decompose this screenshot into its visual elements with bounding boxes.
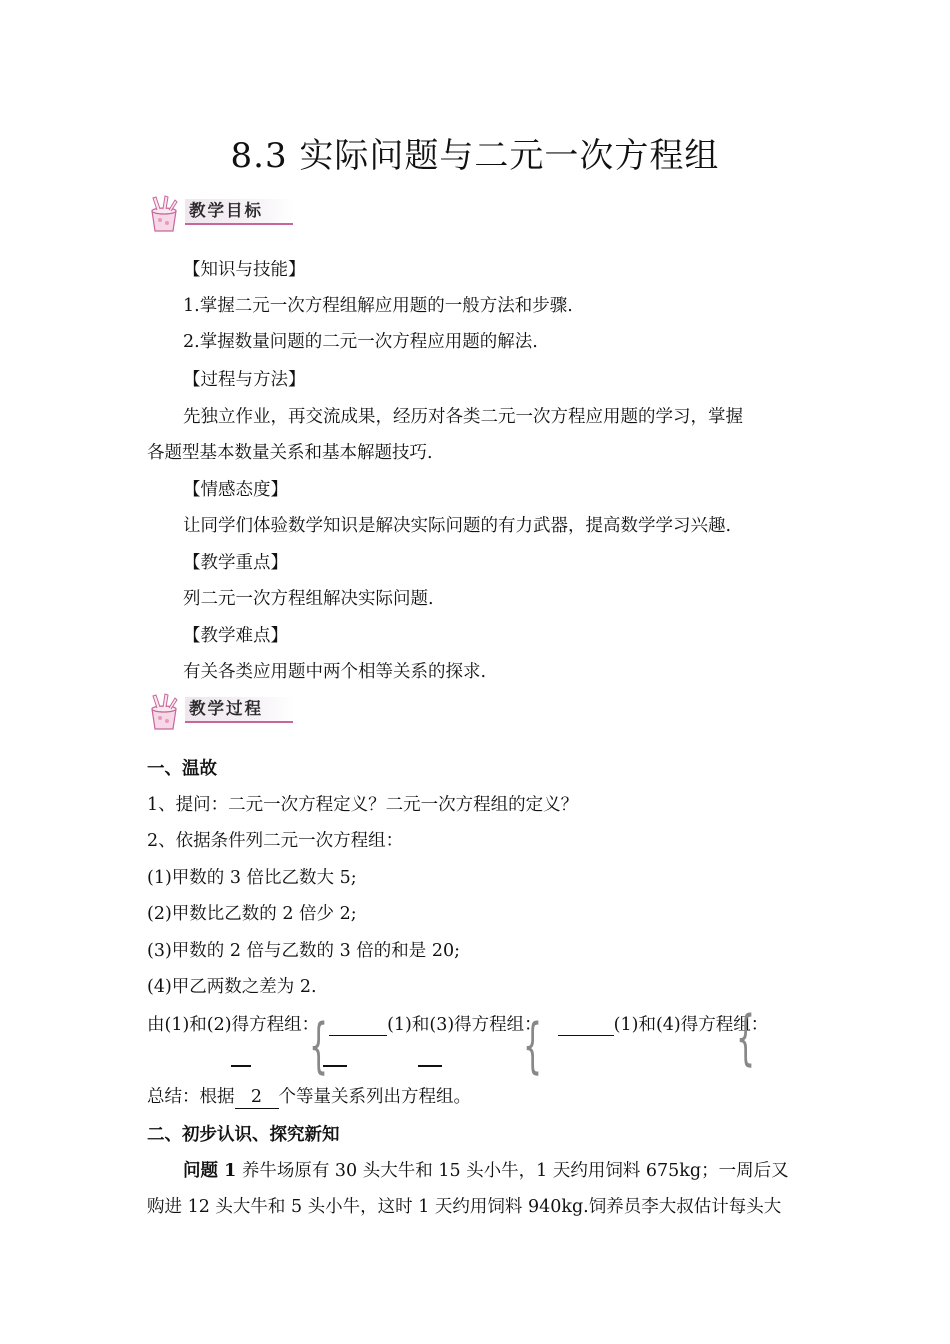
summary-line — [147, 1086, 471, 1109]
condition-3: (3)甲数的 2 倍与乙数的 3 倍的和是 20; — [147, 941, 461, 961]
badge-label: 教学目标 — [185, 199, 293, 225]
equation-combos-row — [147, 1014, 768, 1036]
knowledge-item-1: 1.掌握二元一次方程组解应用题的一般方法和步骤. — [183, 296, 573, 316]
heading-emotion: 【情感态度】 — [183, 480, 288, 500]
condition-2: (2)甲数比乙数的 2 倍少 2; — [147, 904, 357, 924]
process-method-line-2: 各题型基本数量关系和基本解题技巧. — [147, 443, 433, 463]
section-badge-process — [144, 691, 292, 731]
process-method-line-1: 先独立作业，再交流成果，经历对各类二元一次方程应用题的学习，掌握 — [183, 407, 743, 427]
left-brace-3: { — [736, 1003, 756, 1073]
pencil-cup-icon — [144, 195, 184, 233]
problem-1-label: 问题 1 — [183, 1161, 237, 1181]
problem-1-text-1: 养牛场原有 30 头大牛和 15 头小牛，1 天约用饲料 675kg；一周后又 — [241, 1161, 789, 1181]
problem-1-line-2: 购进 12 头大牛和 5 头小牛，这时 1 天约用饲料 940kg.饲养员李大叔估计每头大 — [147, 1197, 782, 1217]
blank-mark — [323, 1065, 347, 1067]
heading-key-point: 【教学重点】 — [183, 553, 288, 573]
section-badge-goals — [144, 193, 292, 233]
section-heading-explore: 二、初步认识、探究新知 — [147, 1125, 340, 1145]
combo-1-3-label: (1)和(3)得方程组： — [387, 1015, 542, 1035]
pencil-cup-icon — [144, 693, 184, 731]
heading-knowledge: 【知识与技能】 — [183, 260, 306, 280]
combo-1-2-label: 由(1)和(2)得方程组： — [147, 1015, 320, 1035]
blank-mark — [231, 1065, 251, 1067]
combo-1-4-label: (1)和(4)得方程组： — [613, 1015, 769, 1035]
question-1: 1、提问：二元一次方程定义？二元一次方程组的定义？ — [147, 795, 579, 815]
condition-1: (1)甲数的 3 倍比乙数大 5; — [147, 868, 357, 888]
left-brace-2: { — [523, 1011, 543, 1081]
blank-1-3[interactable] — [558, 1017, 614, 1036]
page-title: 8.3 实际问题与二元一次方程组 — [230, 136, 720, 176]
knowledge-item-2: 2.掌握数量问题的二元一次方程应用题的解法. — [183, 332, 538, 352]
difficulty-text: 有关各类应用题中两个相等关系的探求. — [183, 662, 487, 682]
heading-difficulty: 【教学难点】 — [183, 626, 288, 646]
blank-1-2[interactable] — [329, 1017, 387, 1036]
summary-count: 2 — [235, 1086, 279, 1109]
key-point-text: 列二元一次方程组解决实际问题. — [183, 589, 434, 609]
emotion-text: 让同学们体验数学知识是解决实际问题的有力武器，提高数学学习兴趣. — [183, 516, 732, 536]
summary-suffix: 个等量关系列出方程组。 — [278, 1087, 471, 1107]
section-heading-review: 一、温故 — [147, 759, 217, 779]
blank-mark — [418, 1065, 442, 1067]
question-2: 2、依据条件列二元一次方程组： — [147, 831, 404, 851]
left-brace-1: { — [309, 1011, 329, 1081]
heading-process-method: 【过程与方法】 — [183, 370, 306, 390]
condition-4: (4)甲乙两数之差为 2. — [147, 977, 317, 997]
summary-prefix: 总结：根据 — [147, 1087, 235, 1107]
problem-1-line-1 — [183, 1160, 789, 1182]
badge-label: 教学过程 — [185, 697, 293, 723]
